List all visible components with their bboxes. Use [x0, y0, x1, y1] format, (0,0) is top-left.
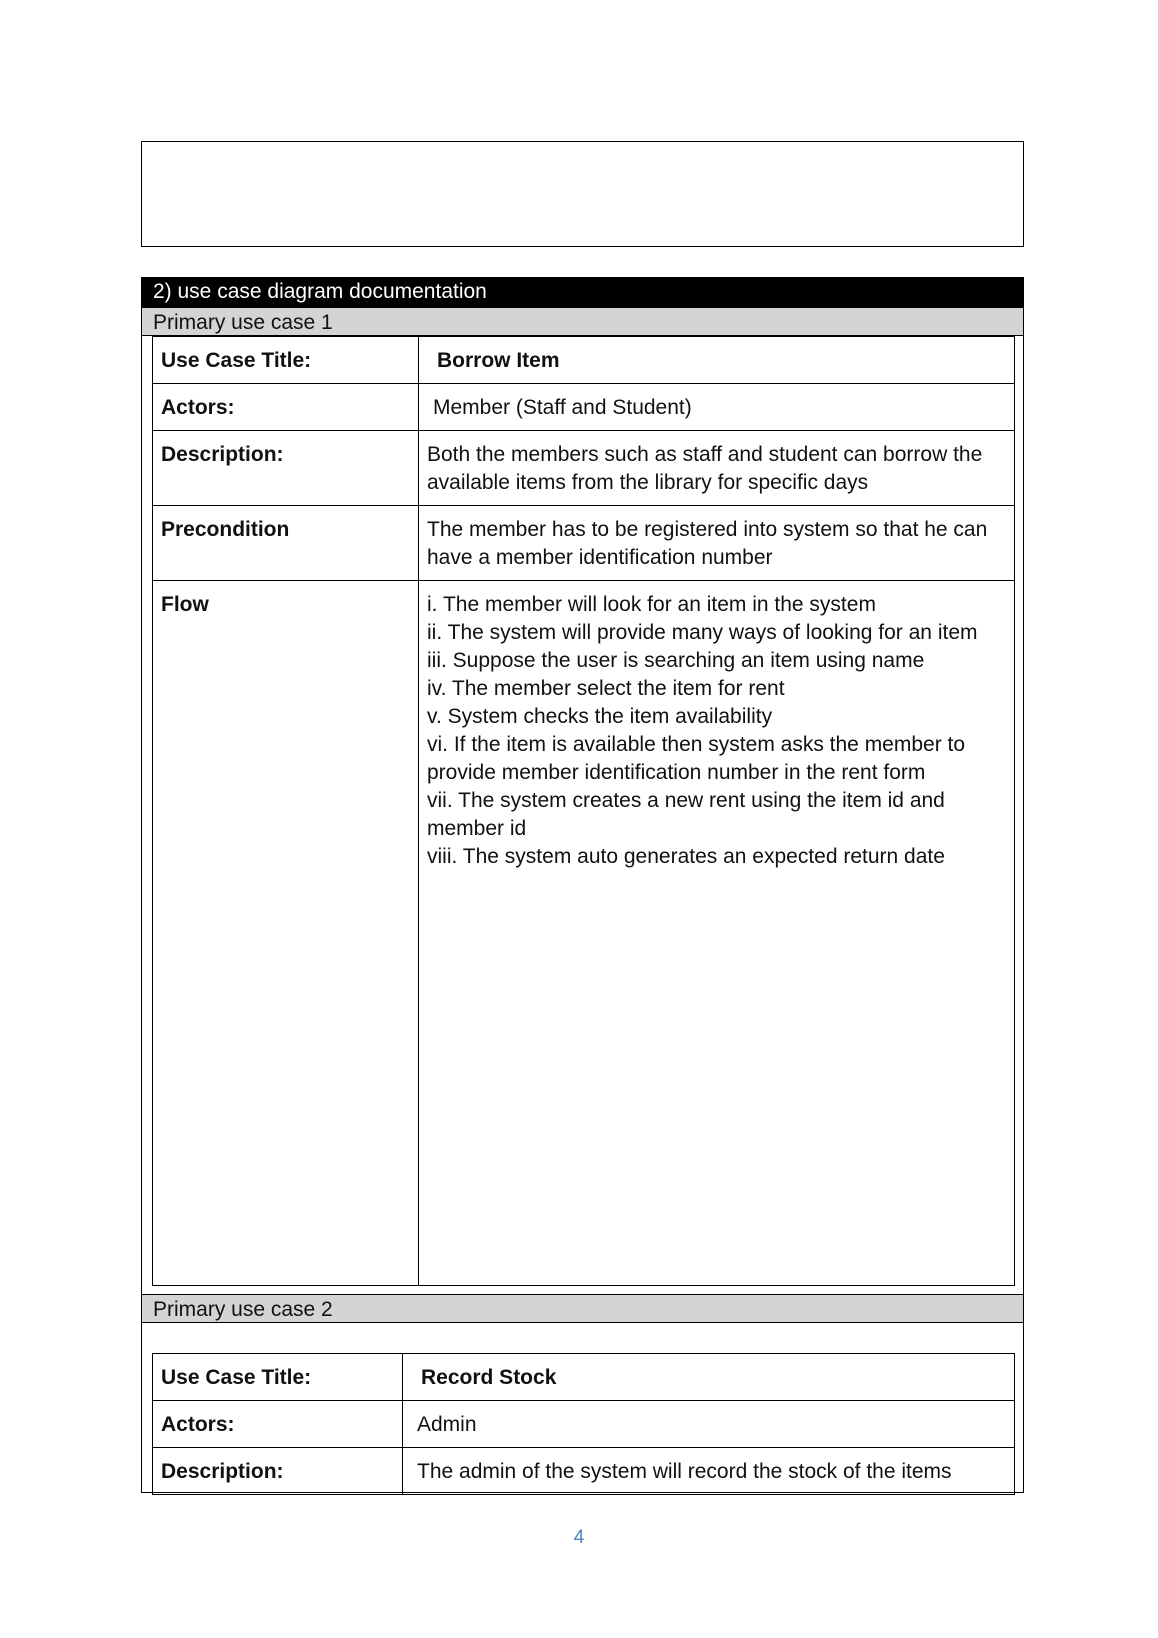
flow-step: vi. If the item is available then system asks the member to provide member identification number in the rent form — [427, 733, 966, 784]
use-case-title-label: Use Case Title: — [153, 337, 419, 384]
table-row — [153, 1354, 1015, 1401]
use-case-documentation-section — [141, 277, 1024, 1493]
table-row — [153, 506, 1015, 581]
section-title: 2) use case diagram documentation — [142, 277, 1023, 307]
use-case-1-header: Primary use case 1 — [142, 307, 1023, 336]
actors-value: Admin — [403, 1401, 1015, 1448]
page-number: 4 — [573, 1527, 585, 1548]
empty-text-box — [141, 141, 1024, 247]
table-row — [153, 1401, 1015, 1448]
flow-step: iv. The member select the item for rent — [427, 677, 785, 700]
flow-step: viii. The system auto generates an expected return date — [427, 845, 945, 868]
use-case-title-value: Record Stock — [403, 1354, 1015, 1401]
actors-value: Member (Staff and Student) — [419, 384, 1015, 431]
description-value: Both the members such as staff and student can borrow the available items from the library for specific days — [419, 431, 1015, 506]
table-row — [153, 1448, 1015, 1495]
use-case-title-label: Use Case Title: — [153, 1354, 403, 1401]
precondition-label: Precondition — [153, 506, 419, 581]
use-case-1-table — [152, 336, 1015, 1286]
flow-step: iii. Suppose the user is searching an item using name — [427, 649, 925, 672]
flow-step: ii. The system will provide many ways of looking for an item — [427, 621, 978, 644]
precondition-value: The member has to be registered into system so that he can have a member identification number — [419, 506, 1015, 581]
table-row — [153, 337, 1015, 384]
description-label: Description: — [153, 431, 419, 506]
flow-step: i. The member will look for an item in the system — [427, 593, 876, 616]
use-case-2-table — [152, 1353, 1015, 1495]
use-case-2-header: Primary use case 2 — [142, 1294, 1023, 1323]
flow-label: Flow — [153, 581, 419, 1286]
flow-steps — [419, 581, 1015, 1286]
flow-step: vii. The system creates a new rent using the item id and member id — [427, 789, 945, 840]
flow-step: v. System checks the item availability — [427, 705, 773, 728]
actors-label: Actors: — [153, 1401, 403, 1448]
use-case-title-value: Borrow Item — [419, 337, 1015, 384]
actors-label: Actors: — [153, 384, 419, 431]
table-row — [153, 384, 1015, 431]
description-label: Description: — [153, 1448, 403, 1495]
description-value: The admin of the system will record the stock of the items — [403, 1448, 1015, 1495]
table-row — [153, 581, 1015, 1286]
table-row — [153, 431, 1015, 506]
